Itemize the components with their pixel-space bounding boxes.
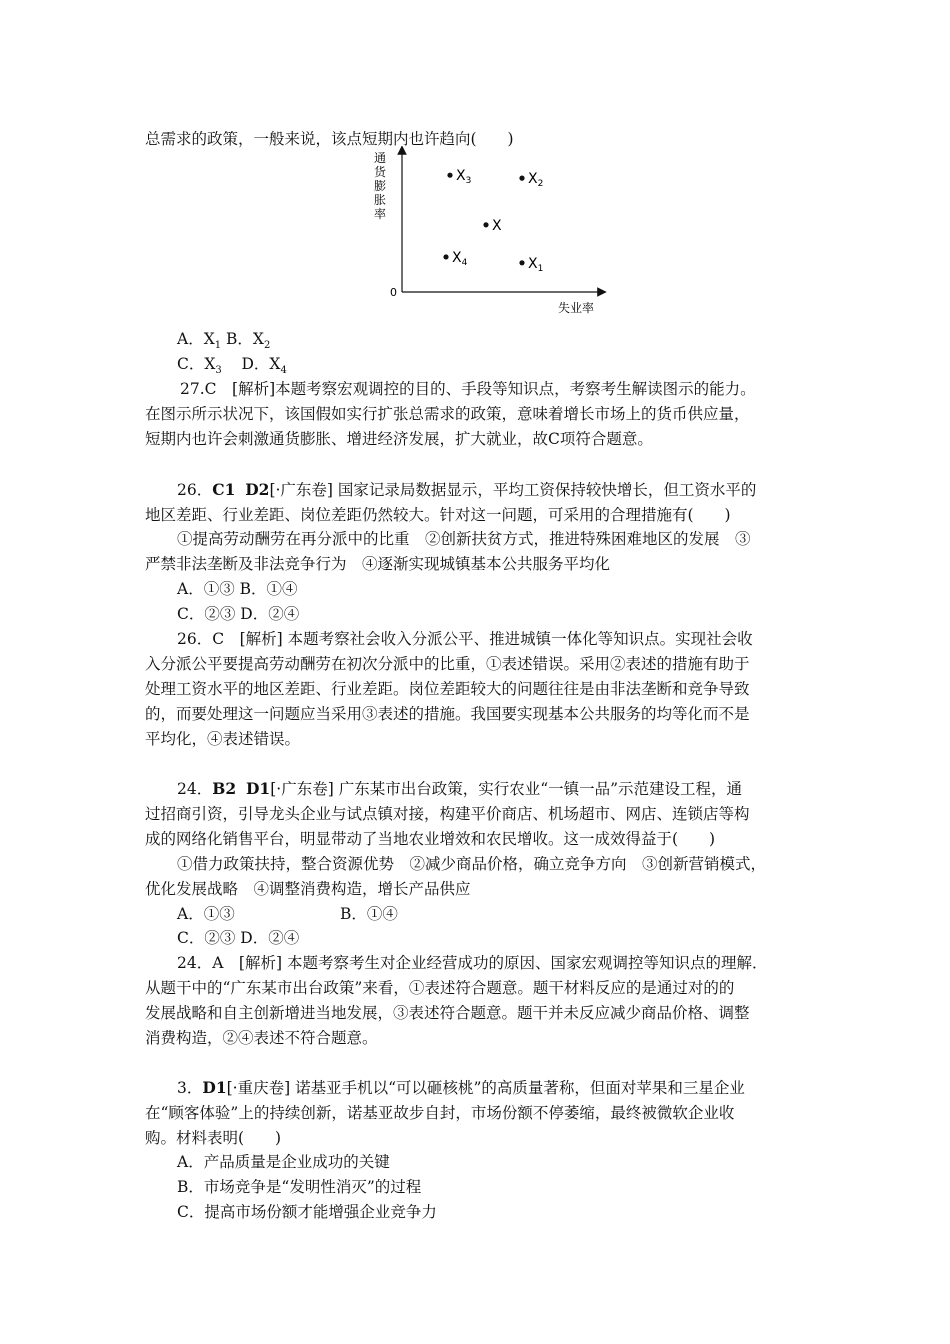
- q24-stem-line-2: 过招商引资，引导龙头企业与试点镇对接，构建平价商店、机场超市、网店、连锁店等构: [145, 805, 750, 823]
- x-axis-label: 失业率: [557, 301, 595, 315]
- scatter-point: [519, 176, 524, 181]
- q3-stem-line-2: 在“顾客体验”上的持续创新，诺基亚故步自封，市场份额不停萎缩，最终被微软企业收: [145, 1104, 735, 1122]
- scatter-point: [519, 260, 524, 265]
- q3-stem-line-3: 购。材料表明( ): [145, 1129, 282, 1147]
- q27-options-ab: A．$X_1$ B．$X_2$: [177, 330, 271, 352]
- y-axis-label-char: 率: [373, 207, 387, 221]
- q26-items-line-2: 严禁非法垄断及非法竞争行为 ④逐渐实现城镇基本公共服务平均化: [145, 555, 611, 573]
- q27-options-cd: C．$X_3$ D．$X_4$: [177, 355, 287, 377]
- q27-stem-tail: 总需求的政策，一般来说，该点短期内也许趋向( ): [145, 130, 514, 148]
- q27-analysis-line-3: 短期内也许会刺激通货膨胀、增进经济发展，扩大就业，故C项符合题意。: [145, 430, 653, 448]
- q24-items-line-1: ①借力政策扶持，整合资源优势 ②减少商品价格，确立竞争方向 ③创新营销模式，: [177, 855, 767, 873]
- y-axis-label-char: 货: [373, 165, 387, 179]
- q24-stem-line-1: 24．B2 D1[·广东卷] 广东某市出台政策，实行农业“一镇一品”示范建设工程，通: [177, 779, 743, 798]
- y-axis-label-char: 通: [373, 151, 387, 165]
- scatter-point: [447, 173, 452, 178]
- origin-label: 0: [390, 286, 397, 299]
- q26-options-ab: A．①③ B．①④: [177, 580, 298, 598]
- q24-option-b: B．①④: [340, 905, 398, 923]
- q24-options-cd: C．②③ D．②④: [177, 929, 300, 947]
- scatter-point-label: X: [492, 217, 502, 234]
- q24-analysis-line-3: 发展战略和自主创新增进当地发展，③表述符合题意。题干并未反应减少商品价格、调整: [145, 1004, 750, 1022]
- q26-analysis-line-1: 26．C [解析] 本题考察社会收入分派公平、推进城镇一体化等知识点。实现社会收: [177, 630, 753, 648]
- scatter-point-label: $X_1$: [528, 255, 544, 274]
- scatter-chart: [370, 146, 610, 318]
- y-axis-label: [374, 151, 387, 221]
- q26-items-line-1: ①提高劳动酬劳在再分派中的比重 ②创新扶贫方式，推进特殊困难地区的发展 ③: [177, 530, 751, 548]
- scatter-point-label: $X_4$: [452, 249, 468, 268]
- q26-analysis-line-2: 入分派公平要提高劳动酬劳在初次分派中的比重，①表述错误。采用②表述的措施有助于: [145, 655, 750, 673]
- q24-items-line-2: 优化发展战略 ④调整消费构造，增长产品供应: [145, 880, 471, 898]
- q24-stem-line-3: 成的网络化销售平台，明显带动了当地农业增效和农民增收。这一成效得益于( ): [145, 830, 716, 848]
- y-axis-label-char: 膨: [373, 179, 387, 193]
- q26-options-cd: C．②③ D．②④: [177, 605, 300, 623]
- q3-option-a: A．产品质量是企业成功的关键: [177, 1153, 390, 1171]
- q24-analysis-line-2: 从题干中的“广东某市出台政策”来看，①表述符合题意。题干材料反应的是通过对的的: [145, 979, 735, 997]
- scatter-point: [483, 222, 488, 227]
- q26-stem-line-2: 地区差距、行业差距、岗位差距仍然较大。针对这一问题，可采用的合理措施有( ): [145, 506, 731, 524]
- q3-option-c: C．提高市场份额才能增强企业竞争力: [177, 1203, 437, 1221]
- q3-option-b: B．市场竞争是“发明性消灭”的过程: [177, 1178, 422, 1196]
- q24-option-a: A．①③: [177, 905, 235, 923]
- scatter-point-label-sub: 3: [465, 176, 472, 187]
- q27-analysis-line-2: 在图示所示状况下，该国假如实行扩张总需求的政策，意味着增长市场上的货币供应量，: [145, 405, 750, 423]
- q3-stem-line-1: 3．D1[·重庆卷] 诺基亚手机以“可以砸核桃”的高质量著称，但面对苹果和三星企业: [177, 1078, 745, 1097]
- scatter-point-label: $X_2$: [528, 171, 544, 190]
- q24-analysis-line-4: 消费构造，②④表述不符合题意。: [145, 1029, 378, 1047]
- scatter-point: [443, 254, 448, 259]
- scatter-point-label-sub: 1: [537, 263, 544, 274]
- q26-analysis-line-3: 处理工资水平的地区差距、行业差距。岗位差距较大的问题往往是由非法垄断和竞争导致: [145, 680, 750, 698]
- q26-stem-line-1: 26．C1 D2[·广东卷] 国家记录局数据显示，平均工资保持较快增长，但工资水平的: [177, 480, 757, 499]
- q26-analysis-line-4: 的，而要处理这一问题应当采用③表述的措施。我国要实现基本公共服务的均等化而不是: [145, 705, 750, 723]
- scatter-point-label-sub: 2: [537, 179, 544, 190]
- scatter-point-label: $X_3$: [456, 168, 472, 187]
- scatter-point-label-sub: 4: [461, 257, 468, 268]
- q27-analysis-line-1: 27.C [解析]本题考察宏观调控的目的、手段等知识点，考察考生解读图示的能力。: [180, 380, 756, 398]
- y-axis-label-char: 胀: [373, 193, 387, 207]
- q24-analysis-line-1: 24．A [解析] 本题考察考生对企业经营成功的原因、国家宏观调控等知识点的理解．: [177, 954, 768, 972]
- q26-analysis-line-5: 平均化，④表述错误。: [145, 730, 301, 748]
